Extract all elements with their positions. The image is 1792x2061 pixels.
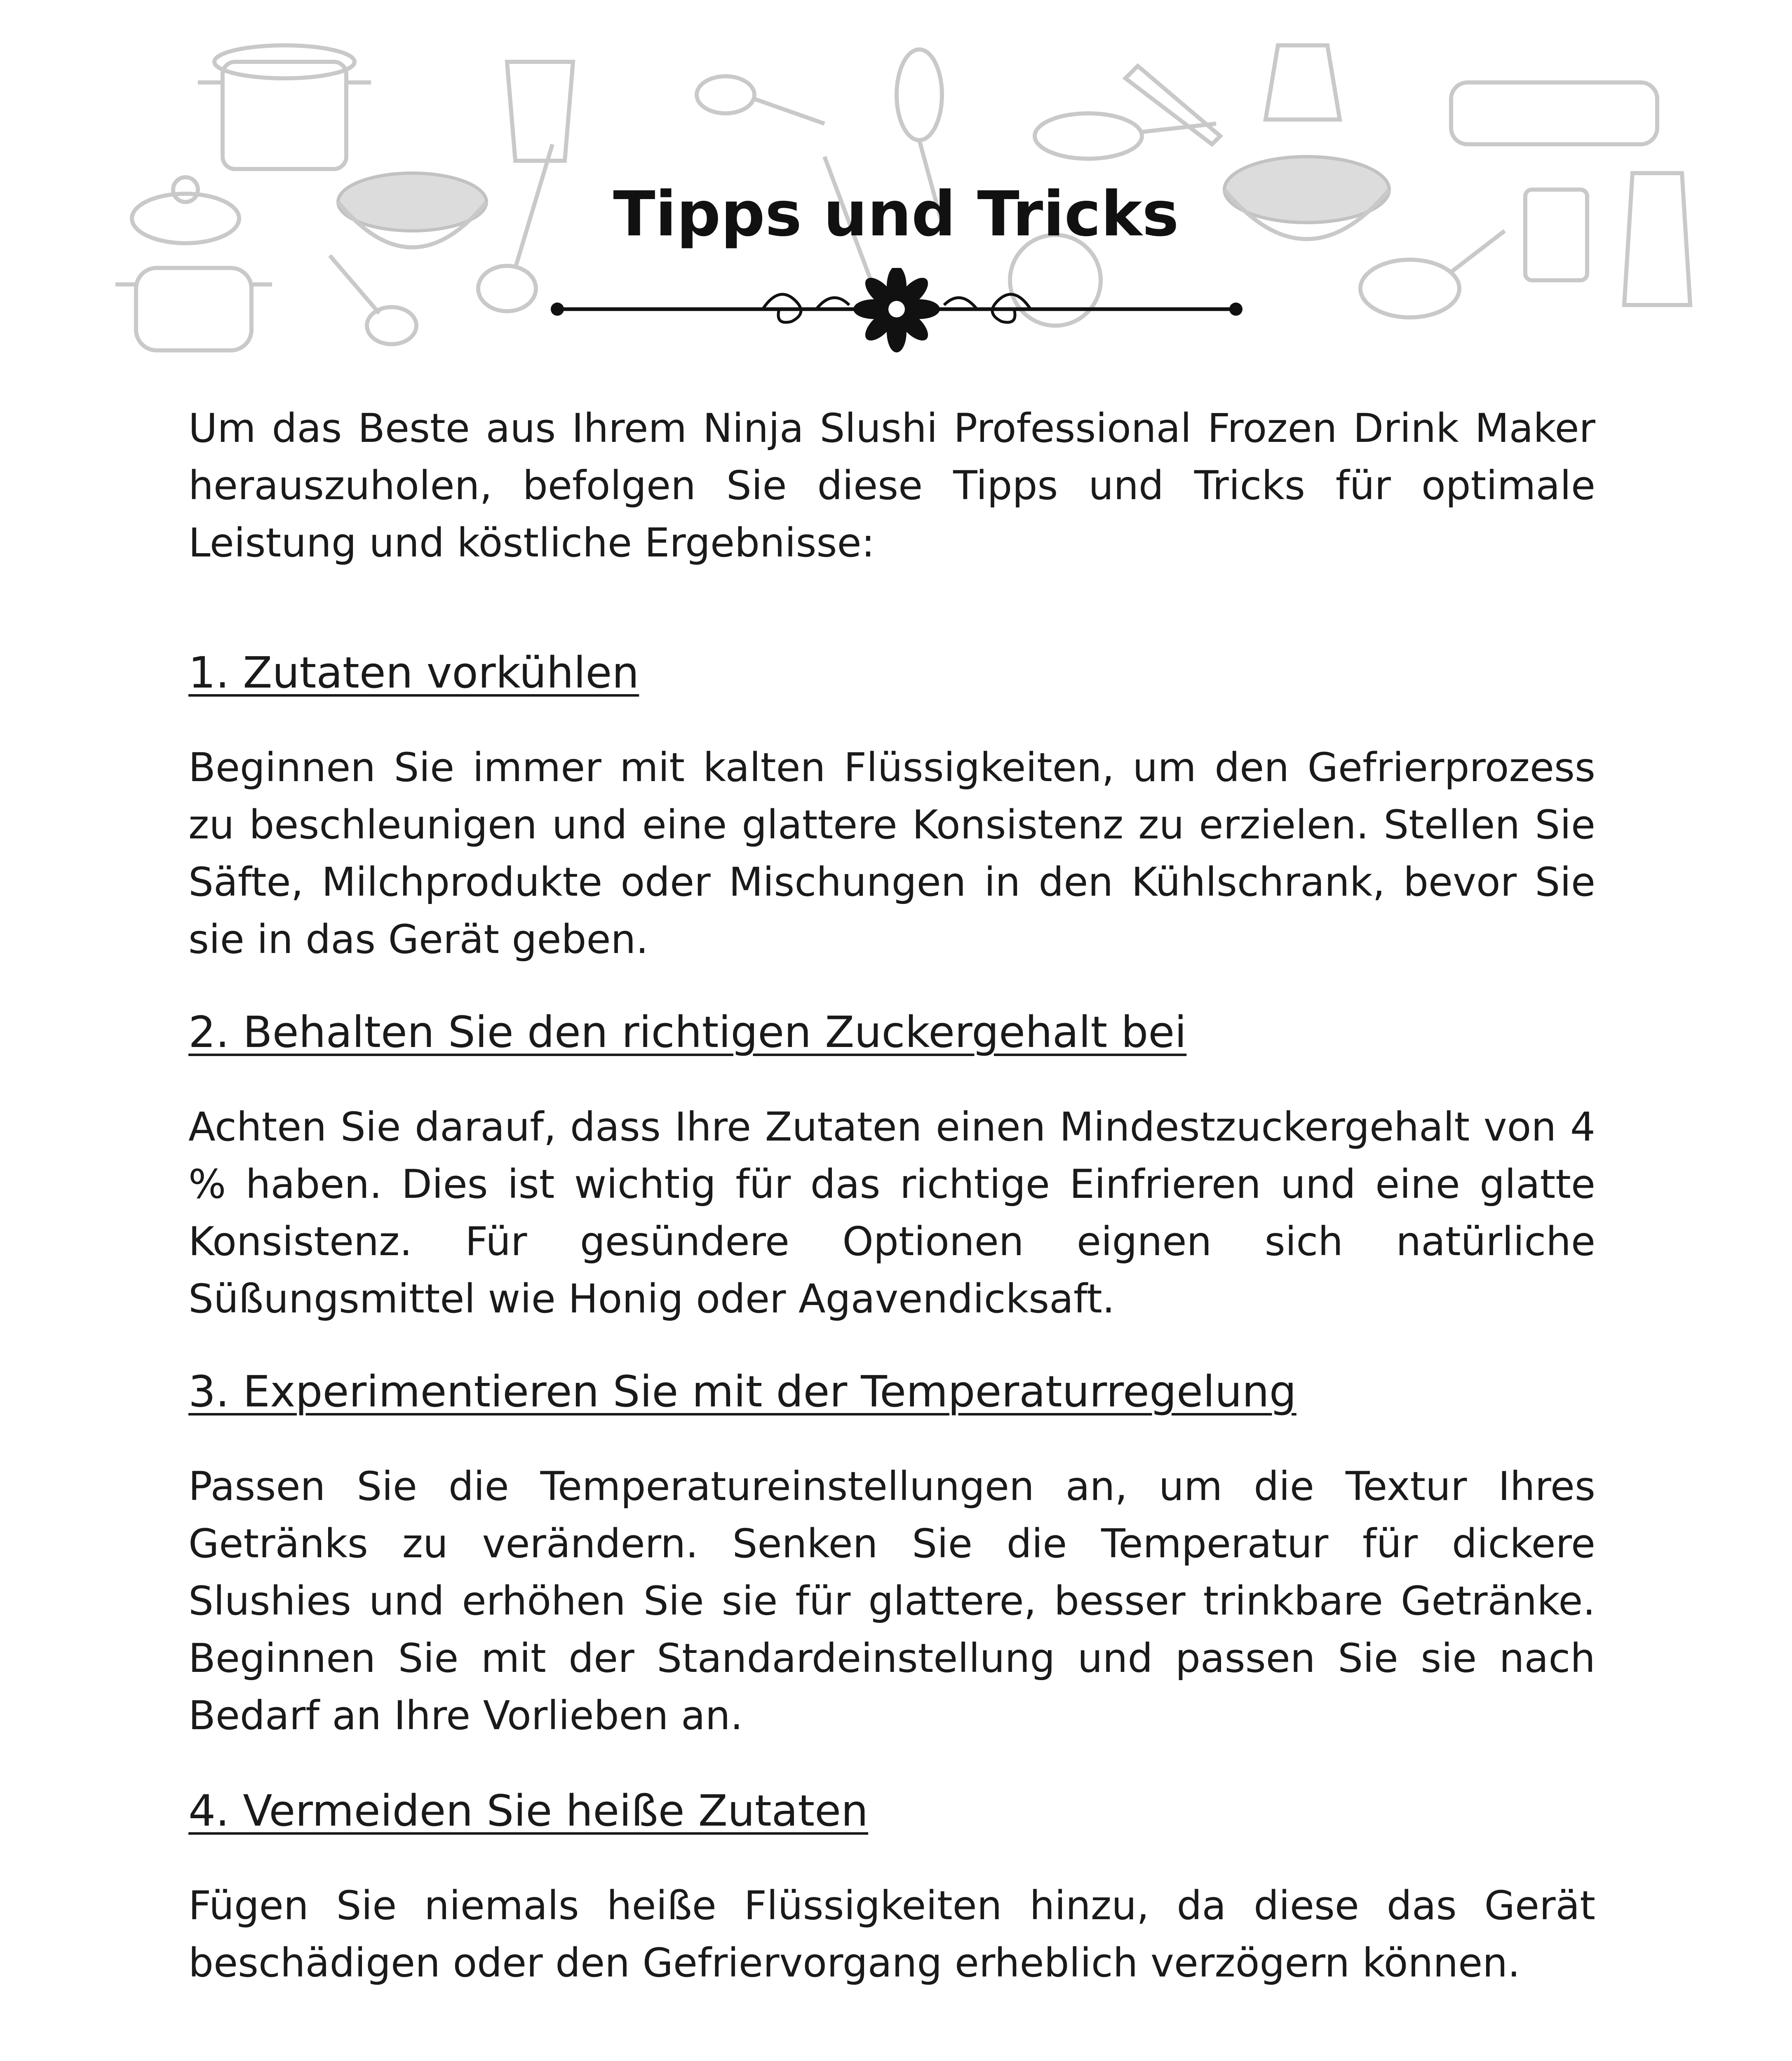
cooking-pot-icon	[115, 268, 272, 350]
section-heading-1: 1. Zutaten vorkühlen	[188, 648, 639, 698]
page-title: Tipps und Tricks	[613, 178, 1179, 250]
section-body-4: Fügen Sie niemals heiße Flüssigkeiten hinzu, da diese das Gerät beschädigen oder den Gefriervorgang erheblich verzögern können.	[188, 1883, 1595, 1986]
section-body-1: Beginnen Sie immer mit kalten Flüssigkeiten, um den Gefrierprozess zu beschleunigen und eine glattere Konsistenz zu erzielen. Stellen Sie Säfte, Milchprodukte oder Mischungen in den Kühlschrank, bevor Sie sie in das Gerät geben.	[188, 744, 1595, 962]
section-body-2: Achten Sie darauf, dass Ihre Zutaten einen Mindestzuckergehalt von 4 % haben. Dies ist wichtig für das richtige Einfrieren und eine glatte Konsistenz. Für gesündere Optionen eignen sich natürliche Süßungsmittel wie Honig oder Agavendicksaft.	[188, 1104, 1595, 1322]
slotted-spoon-icon	[330, 256, 416, 344]
skillet-icon	[1035, 113, 1216, 159]
jug-icon	[1266, 45, 1340, 120]
section-heading-4: 4. Vermeiden Sie heiße Zutaten	[188, 1786, 869, 1836]
section-body-3: Passen Sie die Temperatureinstellungen an, um die Textur Ihres Getränks zu verändern. Senken Sie die Temperatur für dickere Slushies und erhöhen Sie sie für glattere, besser trinkbare Getränke. Beginnen Sie mit der Standardeinstellung und passen Sie sie nach Bedarf an Ihre Vorlieben an.	[188, 1463, 1595, 1739]
flower-ornament-icon	[548, 268, 1245, 359]
cake-pan-icon	[1451, 82, 1657, 144]
stock-pot-icon	[198, 45, 371, 169]
intro-paragraph: Um das Beste aus Ihrem Ninja Slushi Professional Frozen Drink Maker herauszuholen, befolgen Sie diese Tipps und Tricks für optimale Leistung und köstliche Ergebnisse:	[188, 405, 1595, 566]
section-heading-2: 2. Behalten Sie den richtigen Zuckergehalt bei	[188, 1007, 1187, 1057]
article-content	[188, 400, 1595, 1992]
knife-icon	[1125, 66, 1220, 144]
spoon-icon	[697, 76, 824, 124]
glass-icon	[507, 62, 573, 161]
section-heading-3: 3. Experimentieren Sie mit der Temperaturregelung	[188, 1366, 1296, 1417]
